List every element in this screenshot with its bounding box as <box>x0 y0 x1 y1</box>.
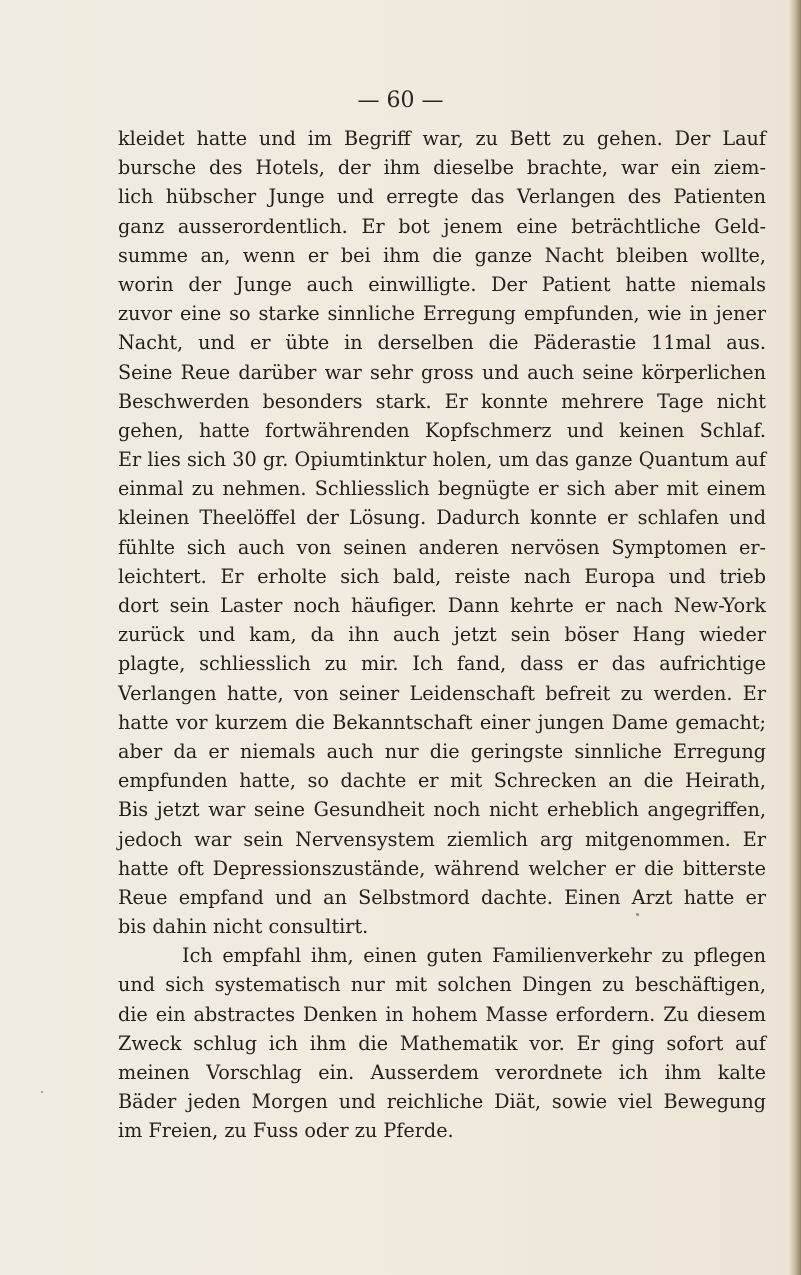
text-line: bursche des Hotels, der ihm dieselbe brachte, war ein ziem- <box>118 156 766 180</box>
text-line: Seine Reue darüber war sehr gross und auch seine körperlichen <box>118 360 766 384</box>
text-line: summe an, wenn er bei ihm die ganze Nacht bleiben wollte, <box>118 243 766 267</box>
text-line: leichtert. Er erholte sich bald, reiste nach Europa und trieb <box>118 564 766 588</box>
text-line: empfunden hatte, so dachte er mit Schrecken an die Heirath, <box>118 769 766 793</box>
text-line: meinen Vorschlag ein. Ausserdem verordnete ich ihm kalte <box>118 1061 766 1084</box>
paragraph-end-line: bis dahin nicht consultirt. <box>118 915 369 939</box>
paper-speck <box>41 1091 43 1093</box>
text-line: Zweck schlug ich ihm die Mathematik vor. Er ging sofort auf <box>118 1031 766 1055</box>
text-line: Verlangen hatte, von seiner Leidenschaft befreit zu werden. Er <box>118 681 766 705</box>
text-line: kleinen Theelöffel der Lösung. Dadurch konnte er schlafen und <box>118 506 766 530</box>
text-line: Reue empfand und an Selbstmord dachte. Einen Arzt hatte er <box>118 885 766 909</box>
page-number: — 60 — <box>357 88 444 113</box>
text-line: Nacht, und er übte in derselben die Päderastie 11mal aus. <box>118 331 766 355</box>
text-line: ganz ausserordentlich. Er bot jenem eine beträchtliche Geld- <box>118 214 766 238</box>
text-line: dort sein Laster noch häufiger. Dann kehrte er nach New-York <box>118 594 766 617</box>
paragraph-start-line: Ich empfahl ihm, einen guten Familienverkehr zu pflegen <box>182 944 766 968</box>
text-line: zuvor eine so starke sinnliche Erregung empfunden, wie in jener <box>118 302 766 326</box>
text-line: aber da er niemals auch nur die geringste sinnliche Erregung <box>118 739 766 763</box>
text-line: Bis jetzt war seine Gesundheit noch nicht erheblich angegriffen, <box>118 798 766 822</box>
text-line: fühlte sich auch von seinen anderen nervösen Symptomen er- <box>118 535 766 559</box>
text-line: und sich systematisch nur mit solchen Dingen zu beschäftigen, <box>118 973 766 997</box>
text-line: zurück und kam, da ihn auch jetzt sein böser Hang wieder <box>118 623 766 647</box>
page-edge-shadow <box>789 0 801 1275</box>
text-line: hatte oft Depressionszustände, während welcher er die bitterste <box>118 856 766 880</box>
text-line: hatte vor kurzem die Bekanntschaft einer jungen Dame gemacht; <box>118 710 766 734</box>
text-line: Bäder jeden Morgen und reichliche Diät, sowie viel Bewegung <box>118 1090 766 1114</box>
text-line: die ein abstractes Denken in hohem Masse erfordern. Zu diesem <box>118 1002 766 1026</box>
text-line: Er lies sich 30 gr. Opiumtinktur holen, um das ganze Quantum auf <box>118 448 766 472</box>
text-line: plagte, schliesslich zu mir. Ich fand, dass er das aufrichtige <box>118 652 766 676</box>
text-line: worin der Junge auch einwilligte. Der Patient hatte niemals <box>118 272 766 296</box>
text-line: einmal zu nehmen. Schliesslich begnügte er sich aber mit einem <box>118 477 766 501</box>
text-line: lich hübscher Junge und erregte das Verlangen des Patienten <box>118 185 766 209</box>
text-line: Beschwerden besonders stark. Er konnte mehrere Tage nicht <box>118 389 766 413</box>
text-line: kleidet hatte und im Begriff war, zu Bett zu gehen. Der Lauf <box>118 127 766 150</box>
text-line: gehen, hatte fortwährenden Kopfschmerz und keinen Schlaf. <box>118 418 766 442</box>
paper-speck <box>636 913 639 916</box>
paragraph-end-line: im Freien, zu Fuss oder zu Pferde. <box>118 1119 454 1143</box>
text-line: jedoch war sein Nervensystem ziemlich arg mitgenommen. Er <box>118 827 766 851</box>
body-text <box>118 124 766 1146</box>
